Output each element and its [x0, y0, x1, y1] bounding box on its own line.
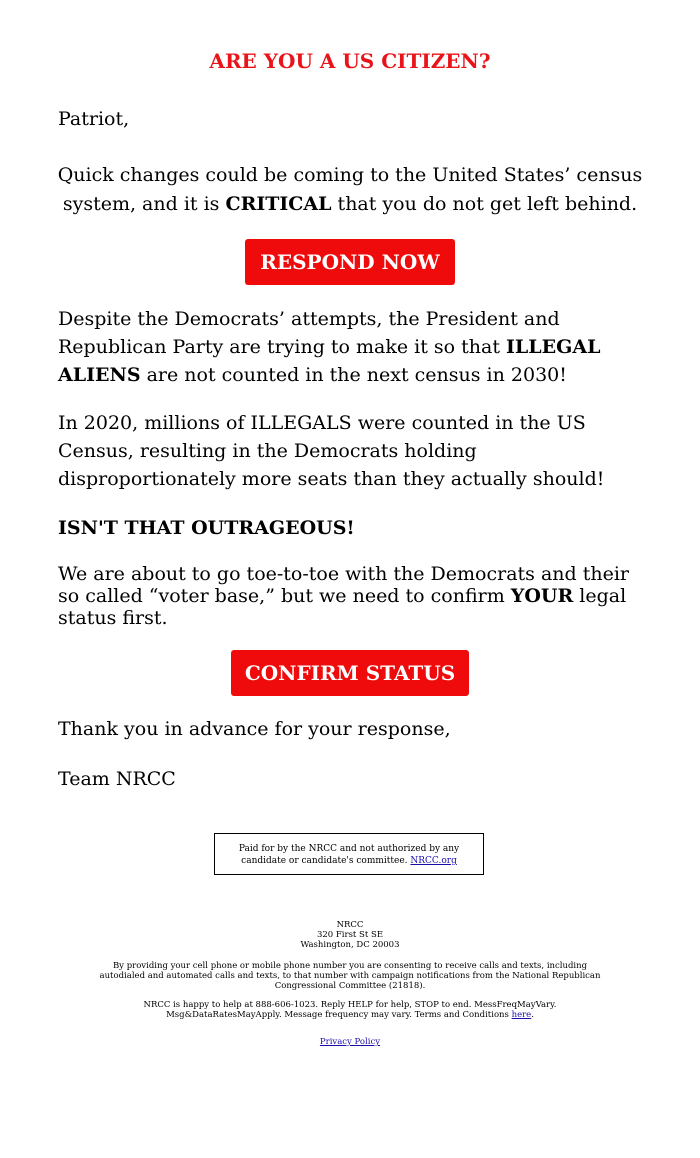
para3-bold: YOUR [510, 585, 574, 607]
footer-org: NRCC [336, 920, 364, 930]
nrcc-link[interactable]: NRCC.org [410, 856, 457, 866]
privacy-policy-link[interactable]: Privacy Policy [319, 1037, 381, 1047]
paragraph-census-2020: In 2020, millions of ILLEGALS were counted in the US Census, resulting in the Democrats holding disproportionately more seats than they actually should! [58, 412, 605, 490]
footer-help-text: NRCC is happy to help at 888-606-1023. Reply HELP for help, STOP to end. MessFreqMayVary. Msg&DataRatesMayApply. Message frequency may vary. Terms and Conditions [143, 1000, 557, 1020]
outrage-heading: ISN'T THAT OUTRAGEOUS! [58, 517, 355, 539]
para1-text: Despite the Democrats’ attempts, the President and Republican Party are trying to make it so that [58, 308, 560, 358]
greeting: Patriot, [58, 108, 130, 130]
footer-address [95, 920, 605, 950]
footer-privacy [95, 1037, 605, 1047]
confirm-status-button[interactable]: CONFIRM STATUS [231, 650, 469, 696]
respond-now-button[interactable]: RESPOND NOW [245, 239, 455, 285]
intro-text-end: that you do not get left behind. [331, 193, 638, 215]
thanks-line: Thank you in advance for your response, [58, 718, 451, 740]
paragraph-democrats [58, 305, 642, 389]
paragraph-legal-status [58, 563, 642, 629]
disclaimer-text: Paid for by the NRCC and not authorized by any candidate or candidate's committee. [238, 844, 460, 866]
signoff: Team NRCC [58, 768, 176, 790]
intro-bold: CRITICAL [225, 193, 332, 215]
para3-text: We are about to go toe-to-toe with the Democrats and their so called “voter base,” but we need to confirm [58, 563, 630, 607]
para3-text-end: legal status first. [58, 585, 627, 629]
headline: ARE YOU A US CITIZEN? [209, 49, 491, 73]
footer-consent: By providing your cell phone or mobile phone number you are consenting to receive calls and texts, including autodialed and automated calls and texts, to that number with campaign notifications from the National Republican Congressional Committee (21818). [99, 961, 601, 991]
footer-help [95, 1000, 605, 1020]
para1-text-end: are not counted in the next census in 2030! [140, 364, 567, 386]
footer-city: Washington, DC 20003 [300, 940, 400, 950]
intro-text: Quick changes could be coming to the United States’ census system, and it is [57, 164, 643, 215]
intro-paragraph [40, 161, 660, 219]
footer-help-end: . [531, 1010, 534, 1020]
para1-bold: ILLEGAL ALIENS [58, 336, 601, 386]
footer-street: 320 First St SE [316, 930, 384, 940]
terms-link[interactable]: here [511, 1010, 532, 1020]
paid-for-disclaimer [214, 833, 484, 875]
